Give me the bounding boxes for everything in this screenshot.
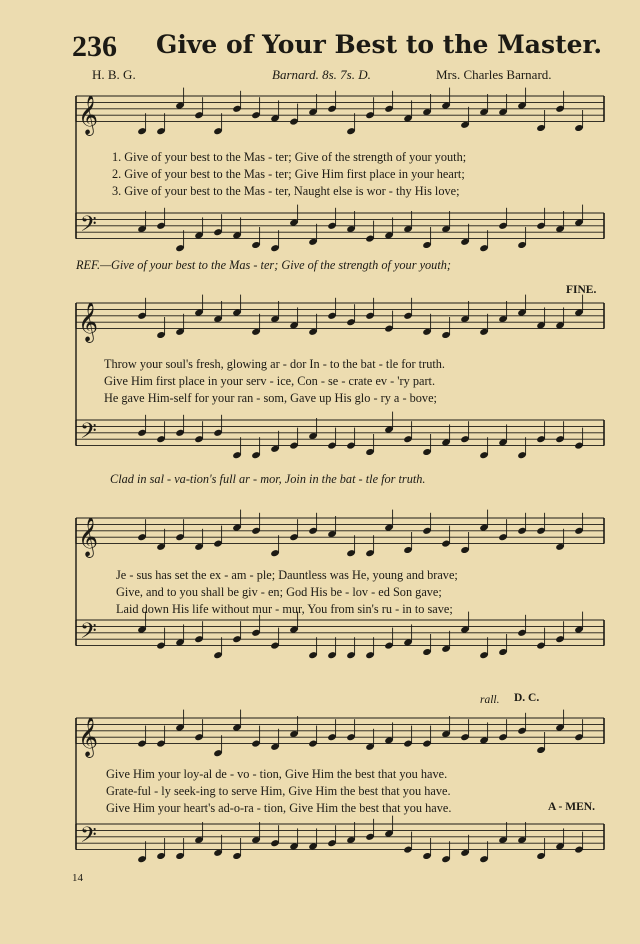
treble-clef-icon: 𝄞 <box>78 302 99 342</box>
page-number: 14 <box>72 872 83 884</box>
lyric-line: Give Him your heart's ad-o-ra - tion, Give Him the best that you have. <box>106 801 452 815</box>
treble-clef-icon: 𝄞 <box>78 717 99 757</box>
words-author: H. B. G. <box>92 67 136 82</box>
bass-clef-icon: 𝄢 <box>80 823 97 853</box>
hymn-number: 236 <box>72 30 117 63</box>
rall-mark: rall. <box>480 694 500 706</box>
refrain-line: Clad in sal - va-tion's full ar - mor, Join in the bat - tle for truth. <box>110 472 426 486</box>
composer: Mrs. Charles Barnard. <box>436 67 552 82</box>
refrain-line: REF.—Give of your best to the Mas - ter; Give of the strength of your youth; <box>76 258 451 272</box>
lyric-line: Give Him your loy-al de - vo - tion, Give Him the best that you have. <box>106 767 448 781</box>
bass-clef-icon: 𝄢 <box>80 619 97 649</box>
lyric-line: 2. Give of your best to the Mas - ter; Give Him first place in your heart; <box>112 167 465 181</box>
lyric-line: Give, and to you shall be giv - en; God His be - lov - ed Son gave; <box>116 585 442 599</box>
tune-meter: Barnard. 8s. 7s. D. <box>272 67 371 82</box>
amen-mark: A - MEN. <box>548 801 595 813</box>
treble-clef-icon: 𝄞 <box>78 95 99 135</box>
bass-clef-icon: 𝄢 <box>80 419 97 449</box>
lyric-line: He gave Him-self for your ran - som, Gave up His glo - ry a - bove; <box>104 391 437 405</box>
lyric-line: 3. Give of your best to the Mas - ter, Naught else is wor - thy His love; <box>112 184 460 198</box>
lyric-line: Grate-ful - ly seek-ing to serve Him, Give Him the best that you have. <box>106 784 451 798</box>
lyric-line: Throw your soul's fresh, glowing ar - dor In - to the bat - tle for truth. <box>104 357 445 371</box>
bass-clef-icon: 𝄢 <box>80 212 97 242</box>
dc-mark: D. C. <box>514 692 540 704</box>
hymn-title: Give of Your Best to the Master. <box>156 30 603 59</box>
treble-clef-icon: 𝄞 <box>78 517 99 557</box>
lyric-line: Give Him first place in your serv - ice, Con - se - crate ev - 'ry part. <box>104 374 436 388</box>
fine-mark: FINE. <box>566 284 597 296</box>
lyric-line: 1. Give of your best to the Mas - ter; Give of the strength of your youth; <box>112 150 467 164</box>
lyric-line: Je - sus has set the ex - am - ple; Dauntless was He, young and brave; <box>116 568 458 582</box>
lyric-line: Laid down His life without mur - mur, You from sin's ru - in to save; <box>116 602 453 616</box>
